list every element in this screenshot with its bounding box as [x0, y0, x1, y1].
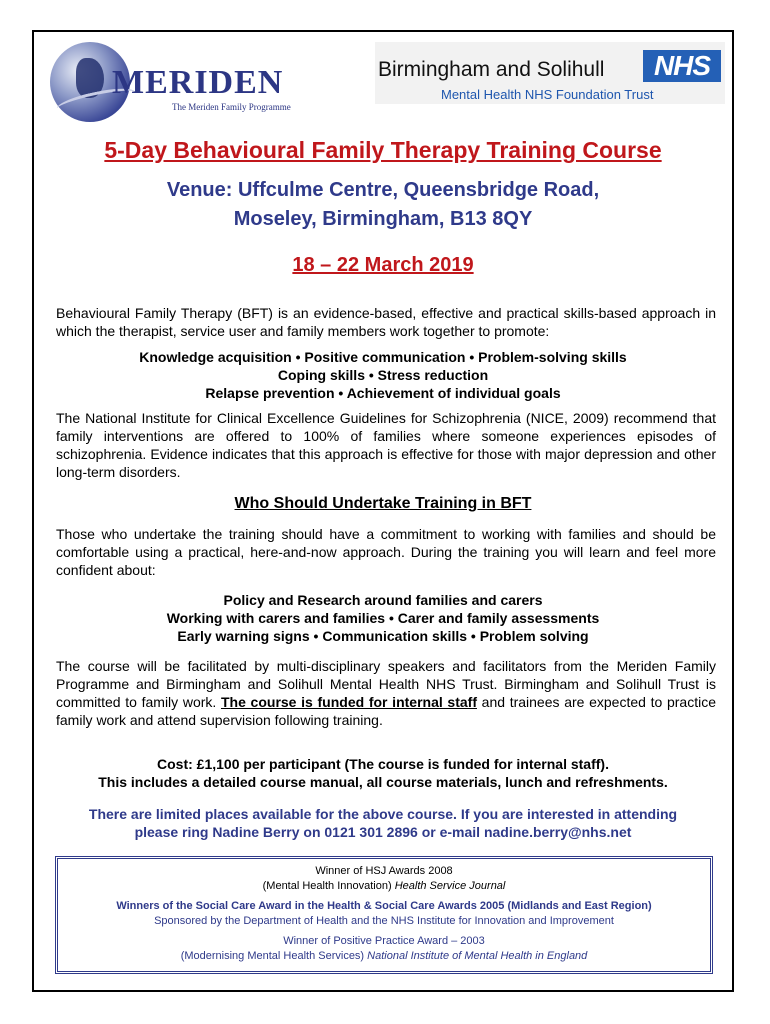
contact-line-2: please ring Nadine Berry on 0121 301 2896 or e-mail nadine.berry@nhs.net	[134, 824, 632, 840]
award-1-category: (Mental Health Innovation)	[262, 880, 395, 892]
intro-paragraph: Behavioural Family Therapy (BFT) is an evidence-based, effective and practical skills-based approach in which the therapist, service user and family members work together to promote:	[56, 305, 716, 339]
who-paragraph: Those who undertake the training should have a commitment to working with families and should be comfortable using a practical, here-and-now approach. During the training you will learn and feel more confident about:	[56, 526, 716, 578]
course-title: 5-Day Behavioural Family Therapy Training Course	[104, 137, 662, 163]
nhs-badge: NHS	[643, 50, 721, 82]
venue	[34, 176, 732, 234]
contact-block	[34, 805, 732, 841]
award-3-title: Winner of Positive Practice Award – 2003	[283, 935, 485, 947]
facilitation-text: The course will be facilitated by multi-disciplinary speakers and facilitators from the Meriden Family Programme and Birmingham and Solihull Mental Health NHS Trust. Birmingham and Solihull Trust is committed to family work.	[56, 658, 716, 710]
contact-line-1: There are limited places available for the above course. If you are interested in attending	[88, 806, 678, 822]
facilitation-text-end: and trainees are expected to practice family work and attend supervision following training.	[56, 694, 716, 728]
list-item: Working with carers and families • Carer and family assessments	[166, 610, 600, 626]
awards-box	[55, 856, 713, 974]
venue-line-2: Moseley, Birmingham, B13 8QY	[233, 208, 533, 230]
promote-list	[34, 348, 732, 402]
cost-block	[34, 755, 732, 791]
who-heading: Who Should Undertake Training in BFT	[234, 495, 532, 512]
venue-line-1: Venue: Uffculme Centre, Queensbridge Road,	[166, 179, 600, 201]
award-1-detail	[58, 879, 710, 894]
award-3-detail	[58, 949, 710, 964]
trust-subtitle: Mental Health NHS Foundation Trust	[441, 87, 654, 102]
learn-list	[34, 591, 732, 645]
list-item: Knowledge acquisition • Positive communication • Problem-solving skills	[139, 349, 627, 365]
cost-line-1: Cost: £1,100 per participant (The course is funded for internal staff).	[157, 756, 609, 772]
funding-emphasis: The course is funded for internal staff	[220, 694, 477, 710]
award-2-title: Winners of the Social Care Award in the Health & Social Care Awards 2005 (Midlands and East Region)	[116, 900, 652, 912]
award-3-category: (Modernising Mental Health Services)	[180, 950, 368, 962]
meriden-logo	[50, 42, 291, 122]
award-2-detail: Sponsored by the Department of Health and the NHS Institute for Innovation and Improvement	[154, 915, 614, 927]
page-frame	[32, 30, 734, 992]
list-item: Coping skills • Stress reduction	[277, 367, 489, 383]
nice-paragraph: The National Institute for Clinical Excellence Guidelines for Schizophrenia (NICE, 2009) recommend that family interventions are offered to 100% of families where someone experiences episodes of schizophrenia. Evidence indicates that this approach is effective for those with major depression and other long-term disorders.	[56, 410, 716, 480]
nhs-trust-logo	[375, 42, 725, 104]
cost-line-2: This includes a detailed course manual, all course materials, lunch and refreshments.	[98, 774, 668, 790]
meriden-tagline: The Meriden Family Programme	[172, 102, 291, 112]
course-dates: 18 – 22 March 2019	[292, 254, 474, 276]
award-1-title: Winner of HSJ Awards 2008	[315, 865, 453, 877]
list-item: Relapse prevention • Achievement of individual goals	[205, 385, 561, 401]
facilitation-paragraph	[56, 657, 716, 729]
award-1-source: Health Service Journal	[394, 880, 506, 892]
meriden-wordmark: MERIDEN	[112, 64, 284, 101]
header-logos	[34, 32, 732, 132]
trust-name: Birmingham and Solihull	[378, 58, 605, 81]
list-item: Policy and Research around families and carers	[223, 592, 543, 608]
award-3-source: National Institute of Mental Health in England	[367, 950, 588, 962]
list-item: Early warning signs • Communication skills • Problem solving	[177, 628, 589, 644]
